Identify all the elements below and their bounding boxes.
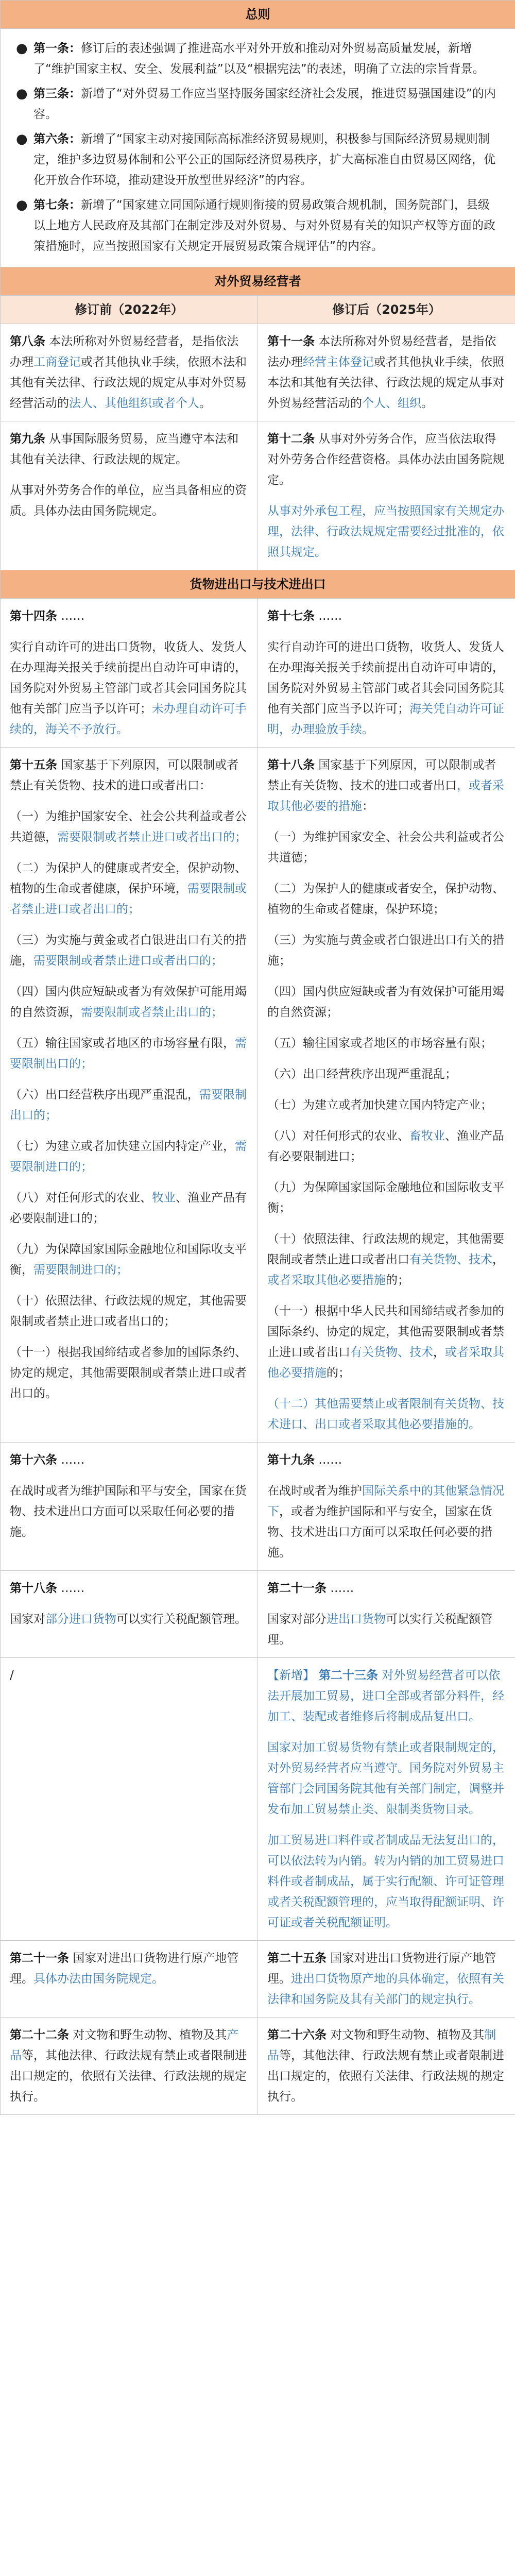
text: 本法所称对外贸易经营者，是指依法办理 — [267, 335, 496, 369]
text: 或者其他执业手续，依照本法和其他有关法律、行政法规的规定从事对外贸易经营活动的 — [267, 355, 504, 410]
bullet-dot-icon: ● — [16, 197, 28, 213]
new-text-cell — [258, 748, 515, 1443]
comparison-row — [1, 421, 515, 570]
text: 的； — [386, 1274, 409, 1287]
changed-text: 需要限制或者禁止出口的； — [81, 1006, 223, 1019]
article-number: 第十八条 — [10, 1582, 57, 1595]
text: ，或者为维护国际和平与安全，国家在货物、技术进出口方面可以采取任何必要的措施。 — [267, 1505, 492, 1560]
old-text-cell — [1, 599, 258, 748]
column-header-new: 修订后（2025年） — [258, 296, 515, 324]
new-text-cell — [258, 1658, 515, 1941]
changed-text: 经营主体登记 — [303, 355, 374, 369]
article-number: 第二十一条 — [267, 1582, 327, 1595]
text: （四）国内供应短缺或者为有效保护可能用竭的自然资源； — [267, 985, 504, 1019]
summary-bullet — [16, 38, 500, 79]
article-number: 第二十三条 — [315, 1669, 379, 1682]
text: （七）为建立或者加快建立国内特定产业； — [267, 1098, 492, 1112]
text: 在战时或者为维护 — [267, 1484, 362, 1498]
article-number: 第二十六条 — [267, 2028, 327, 2042]
changed-text: 具体办法由国务院规定。 — [33, 1972, 164, 1986]
text: 本法所称对外贸易经营者，是指依法办理 — [10, 335, 239, 369]
bullet-text: 新增了“国家建立同国际通行规则衔接的贸易政策合规机制，国务院部门，县级以上地方人民政府及其部门在制定涉及对外贸易、与对外贸易有关的知识产权等方面的政策措施时，应当按照国家有关规定开展贸易政策合规评估”的内容。 — [33, 198, 495, 253]
changed-text: 加工贸易进口料件或者制成品无法复出口的，可以依法转为内销。转为内销的加工贸易进口料件或者制成品，属于实行配额、许可证管理或者关税配额管理的，应当取得配额证明、许可证或者关税配额证明。 — [267, 1834, 504, 1929]
goods-title: 货物进出口与技术进出口 — [1, 570, 515, 599]
text: …… — [315, 609, 342, 623]
column-header-row — [1, 296, 515, 324]
text: 等，其他法律、行政法规有禁止或者限制进出口规定的，依照有关法律、行政法规的规定执行。 — [267, 2049, 504, 2104]
text: 国家对进出口货物进行原产地管理。 — [10, 1952, 239, 1986]
text: 可以实行关税配额管理。 — [116, 1613, 247, 1626]
changed-text: 有关货物、技术 — [409, 1253, 492, 1266]
text: （一）为维护国家安全、社会公共利益或者公共道德； — [267, 831, 504, 865]
comparison-row — [1, 324, 515, 421]
comparison-row — [1, 1941, 515, 2018]
summary-row — [1, 29, 515, 267]
text: （六）出口经营秩序出现严重混乱， — [10, 1088, 199, 1101]
text: 。 — [421, 397, 433, 410]
changed-text: 海关凭自动许可证明，办理验放手续。 — [267, 702, 504, 736]
article-number: 第八条 — [10, 335, 45, 348]
text: 实行自动许可的进出口货物，收货人、发货人在办理海关报关手续前提出自动许可申请的，国务院对外贸易主管部门或者其会同国务院其他有关部门应当予以许可； — [267, 640, 504, 716]
article-number: 第十二条 — [267, 432, 315, 446]
comparison-row — [1, 2018, 515, 2115]
bullet-text: 新增了“对外贸易工作应当坚持服务国家经济社会发展，推进贸易强国建设”的内容。 — [33, 87, 496, 121]
article-number: 第十九条 — [267, 1453, 315, 1467]
text: 在战时或者为维护国际和平与安全，国家在货物、技术进出口方面可以采取任何必要的措施。 — [10, 1484, 247, 1539]
goods-header-row — [1, 570, 515, 599]
changed-text: 畜牧业 — [409, 1129, 445, 1143]
bullet-text: 新增了“国家主动对接国际高标准经济贸易规则，积极参与国际经济贸易规则制定，维护多边贸易体制和公平公正的国际经济贸易秩序，扩大高标准自由贸易区网络，优化开放合作环境，推动建设开放型世界经济”的内容。 — [33, 132, 495, 187]
text: （一）为维护国家安全、社会公共利益或者公共道德， — [10, 810, 247, 844]
changed-text: 或者采取其他必要措施 — [267, 1346, 504, 1380]
old-text-cell — [1, 421, 258, 570]
text: 等，其他法律、行政法规有禁止或者限制进出口规定的，依照有关法律、行政法规的规定执行。 — [10, 2049, 247, 2104]
old-text-cell — [1, 1941, 258, 2018]
summary-title: 总则 — [1, 1, 515, 29]
changed-text: 需要限制或者禁止进口或者出口的； — [33, 954, 223, 968]
text: （七）为建立或者加快建立国内特定产业， — [10, 1140, 235, 1153]
new-text-cell — [258, 1571, 515, 1658]
article-number: 第七条： — [33, 198, 81, 212]
comparison-row — [1, 599, 515, 748]
empty-marker: / — [10, 1669, 14, 1682]
summary-bullet — [16, 129, 500, 191]
text: …… — [57, 609, 85, 623]
comparison-row — [1, 1571, 515, 1658]
comparison-row — [1, 748, 515, 1443]
bullet-dot-icon: ● — [16, 41, 28, 56]
text: …… — [315, 1453, 342, 1467]
old-text-cell — [1, 748, 258, 1443]
text: 、渔业产品有必要限制进口； — [267, 1129, 504, 1163]
new-text-cell — [258, 1941, 515, 2018]
text: 对文物和野生动物、植物及其 — [327, 2028, 485, 2042]
article-number: 第三条： — [33, 87, 81, 100]
text: 可以实行关税配额管理。 — [267, 1613, 492, 1647]
summary-header-row — [1, 1, 515, 29]
text: （九）为保障国家国际金融地位和国际收支平衡， — [10, 1243, 247, 1277]
text: （十）依照法律、行政法规的规定，其他需要限制或者禁止进口或者出口的； — [10, 1294, 247, 1328]
article-number: 第九条 — [10, 432, 45, 446]
bullet-dot-icon: ● — [16, 86, 28, 101]
text: 国家对 — [10, 1613, 45, 1626]
operators-header-row — [1, 267, 515, 296]
changed-text: 工商登记 — [33, 355, 81, 369]
changed-text: 需要限制出口的； — [10, 1037, 247, 1071]
text: …… — [57, 1582, 85, 1595]
article-number: 第十五条 — [10, 758, 57, 772]
text: （十一）根据中华人民共和国缔结或者参加的国际条约、协定的规定，其他需要限制或者禁止进口或者出口 — [267, 1304, 504, 1359]
changed-text: 国家对加工贸易货物有禁止或者限制规定的，对外贸易经营者应当遵守。国务院对外贸易主管部门会同国务院其他有关部门制定，调整并发布加工贸易禁止类、限制类货物目录。 — [267, 1741, 504, 1816]
text: ， — [492, 1253, 504, 1266]
summary-cell — [1, 29, 515, 267]
text: …… — [327, 1582, 354, 1595]
text: （八）对任何形式的农业、 — [267, 1129, 409, 1143]
changed-text: 进出口货物 — [327, 1613, 386, 1626]
text: 或者其他执业手续，依照本法和其他有关法律、行政法规的规定从事对外贸易经营活动的 — [10, 355, 247, 410]
changed-text: 需要限制或者禁止进口或者出口的； — [57, 831, 247, 844]
changed-text: 需要限制进口的； — [10, 1140, 247, 1174]
new-text-cell — [258, 421, 515, 570]
article-number: 第十一条 — [267, 335, 315, 348]
text: （五）输往国家或者地区的市场容量有限； — [267, 1037, 492, 1050]
bullet-dot-icon: ● — [16, 131, 28, 147]
text: （四）国内供应短缺或者为有效保护可能用竭的自然资源， — [10, 985, 247, 1019]
changed-text: 对外贸易经营者可以依法开展加工贸易，进口全部或者部分料件，经加工、装配或者维修后将制成品复出口。 — [267, 1669, 504, 1723]
text: 国家对部分 — [267, 1613, 327, 1626]
text: 从事对外劳务合作，应当依法取得对外劳务合作经营资格。具体办法由国务院规定。 — [267, 432, 504, 487]
old-text-cell — [1, 324, 258, 421]
old-text-cell — [1, 1658, 258, 1941]
article-number: 第一条： — [33, 42, 81, 55]
text: （六）出口经营秩序出现严重混乱； — [267, 1067, 457, 1081]
article-number: 第二十二条 — [10, 2028, 69, 2042]
text: 国家基于下列原因，可以限制或者禁止有关货物、技术的进口或者出口： — [10, 758, 239, 792]
text: 。 — [199, 397, 211, 410]
changed-text: 需要限制或者禁止进口或者出口的； — [10, 882, 247, 916]
text: （二）为保护人的健康或者安全，保护动物、植物的生命或者健康，保护环境； — [267, 882, 504, 916]
operators-title: 对外贸易经营者 — [1, 267, 515, 296]
text: 从事对外劳务合作的单位，应当具备相应的资质。具体办法由国务院规定。 — [10, 484, 247, 518]
changed-text: 个人、组织 — [362, 397, 421, 410]
old-text-cell — [1, 2018, 258, 2115]
text: （三）为实施与黄金或者白银进出口有关的措施； — [267, 934, 504, 968]
text: 国家基于下列原因，可以限制或者禁止有关货物、技术的进口或者出口 — [267, 758, 496, 792]
changed-text: 国际关系中的其他紧急情况下 — [267, 1484, 504, 1518]
changed-text: 部分进口货物 — [45, 1613, 116, 1626]
comparison-row — [1, 1443, 515, 1571]
changed-text: （十二）其他需要禁止或者限制有关货物、技术进口、出口或者采取其他必要措施的。 — [267, 1397, 504, 1431]
changed-text: 产品 — [10, 2028, 239, 2062]
text: 国家对进出口货物进行原产地管理。 — [267, 1952, 496, 1986]
article-number: 第十七条 — [267, 609, 315, 623]
new-text-cell — [258, 324, 515, 421]
changed-text: 进出口货物原产地的具体确定，依照有关法律和国务院及其有关部门的规定执行。 — [267, 1972, 504, 2006]
new-text-cell — [258, 2018, 515, 2115]
old-text-cell — [1, 1443, 258, 1571]
changed-text: ，或者采取其他必要的措施 — [267, 779, 504, 813]
text: （十一）根据我国缔结或者参加的国际条约、协定的规定，其他需要限制或者禁止进口或者出口的。 — [10, 1346, 247, 1400]
article-number: 第二十一条 — [10, 1952, 69, 1965]
changed-text: 需要限制进口的； — [33, 1263, 128, 1277]
text: （八）对任何形式的农业、 — [10, 1191, 152, 1205]
article-number: 第六条： — [33, 132, 81, 146]
new-text-cell — [258, 1443, 515, 1571]
old-text-cell — [1, 1571, 258, 1658]
text: 从事国际服务贸易，应当遵守本法和其他有关法律、行政法规的规定。 — [10, 432, 239, 466]
text: （十）依照法律、行政法规的规定，其他需要限制或者禁止进口或者出口 — [267, 1232, 504, 1266]
text: （二）为保护人的健康或者安全，保护动物、植物的生命或者健康，保护环境， — [10, 861, 247, 895]
text: 的； — [327, 1366, 350, 1380]
changed-text: 法律、行政法规规定需要经过批准的，依照其规定。 — [267, 525, 504, 559]
text: （五）输往国家或者地区的市场容量有限， — [10, 1037, 235, 1050]
article-number: 第十四条 — [10, 609, 57, 623]
changed-text: 有关货物、技术 — [350, 1346, 433, 1359]
bullet-text: 修订后的表述强调了推进高水平对外开放和推动对外贸易高质量发展，新增了“维护国家主权、安全、发展利益”以及“根据宪法”的表述，明确了立法的宗旨背景。 — [33, 42, 485, 76]
text: 、渔业产品有必要限制进口的； — [10, 1191, 247, 1225]
new-article-tag: 【新增】 — [267, 1669, 315, 1682]
changed-text: 需要限制出口的； — [10, 1088, 247, 1122]
changed-text: 牧业 — [152, 1191, 176, 1205]
column-header-old: 修订前（2022年） — [1, 296, 258, 324]
changed-text: 从事对外承包工程，应当按照国家有关规定办理， — [267, 504, 504, 538]
changed-text: 法人、其他组织或者个人 — [69, 397, 199, 410]
summary-bullet — [16, 83, 500, 125]
changed-text: 制品 — [267, 2028, 496, 2062]
changed-text: 未办理自动许可手续的，海关不予放行。 — [10, 702, 247, 736]
summary-bullet — [16, 195, 500, 257]
text: ： — [362, 800, 374, 813]
article-number: 第二十五条 — [267, 1952, 327, 1965]
text: （三）为实施与黄金或者白银进出口有关的措施， — [10, 934, 247, 968]
text: …… — [57, 1453, 85, 1467]
new-text-cell — [258, 599, 515, 748]
comparison-row — [1, 1658, 515, 1941]
text: ， — [433, 1346, 445, 1359]
text: （九）为保障国家国际金融地位和国际收支平衡； — [267, 1181, 504, 1215]
text: 对文物和野生动物、植物及其 — [69, 2028, 227, 2042]
article-number: 第十六条 — [10, 1453, 57, 1467]
article-number: 第十八条 — [267, 758, 315, 772]
text: 实行自动许可的进出口货物，收货人、发货人在办理海关报关手续前提出自动许可申请的，国务院对外贸易主管部门或者其会同国务院其他有关部门应当予以许可； — [10, 640, 247, 716]
changed-text: 或者采取其他必要措施 — [267, 1274, 386, 1287]
